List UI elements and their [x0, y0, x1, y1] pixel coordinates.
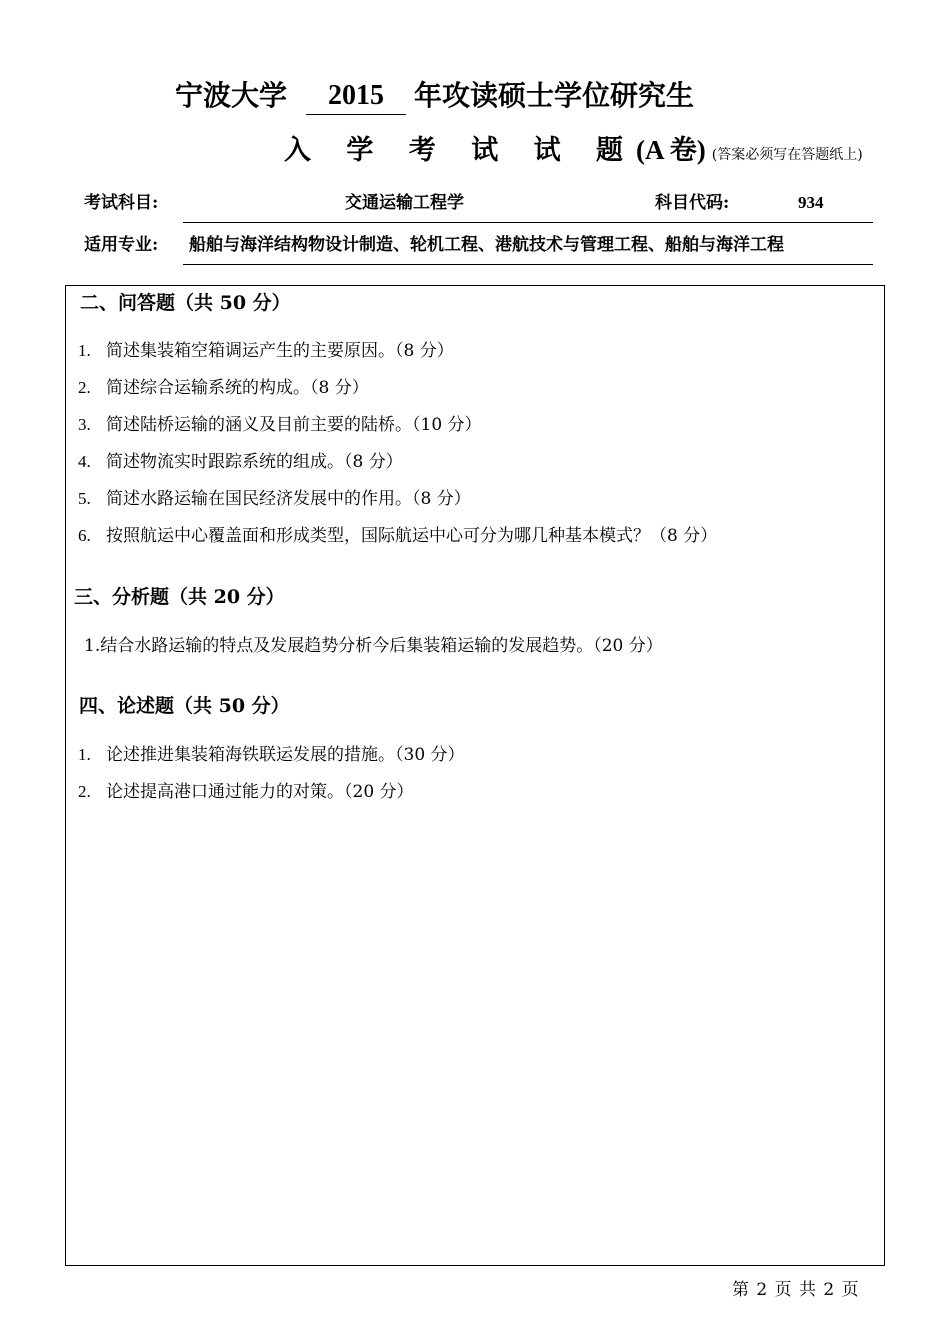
- question-text: 论述提高港口通过能力的对策。（20 分）: [106, 782, 414, 802]
- subject-underline: [183, 222, 873, 223]
- question-text: 简述集装箱空箱调运产生的主要原因。（8 分）: [106, 341, 454, 361]
- question-text: 简述水路运输在国民经济发展中的作用。（8 分）: [106, 489, 471, 509]
- question-number: 1.: [78, 745, 91, 764]
- subject-value: 交通运输工程学: [345, 193, 464, 213]
- title-rest: 年攻读硕士学位研究生: [414, 79, 695, 112]
- section-title-essay: 四、论述题（共 50 分）: [79, 695, 290, 717]
- answer-note: (答案必须写在答题纸上): [711, 147, 863, 163]
- question-number: 2.: [78, 782, 91, 801]
- major-underline: [183, 264, 873, 265]
- question-item: [84, 634, 663, 658]
- paper-type: (A 卷): [636, 135, 706, 165]
- question-item: [78, 487, 471, 511]
- question-number: 6.: [78, 526, 91, 545]
- page-number: 第 2 页 共 2 页: [732, 1280, 860, 1300]
- question-item: [78, 524, 717, 548]
- question-item: [78, 413, 482, 437]
- exam-title-line: [284, 132, 863, 173]
- exam-year: 2015: [306, 78, 406, 115]
- question-item: [78, 450, 403, 474]
- question-item: [78, 376, 369, 400]
- question-text: 1.结合水路运输的特点及发展趋势分析今后集装箱运输的发展趋势。（20 分）: [84, 636, 663, 656]
- question-number: 1.: [78, 341, 91, 360]
- question-number: 4.: [78, 452, 91, 471]
- code-label: 科目代码:: [655, 193, 730, 213]
- section-title-qa: 二、问答题（共 50 分）: [80, 292, 291, 314]
- major-label: 适用专业:: [84, 235, 159, 255]
- question-text: 论述推进集装箱海铁联运发展的措施。（30 分）: [106, 745, 465, 765]
- question-number: 3.: [78, 415, 91, 434]
- question-item: [78, 339, 454, 363]
- university-name: 宁波大学: [175, 79, 288, 112]
- question-item: [78, 780, 414, 804]
- question-text: 简述陆桥运输的涵义及目前主要的陆桥。（10 分）: [106, 415, 482, 435]
- question-number: 5.: [78, 489, 91, 508]
- code-value: 934: [798, 193, 824, 212]
- question-item: [78, 743, 465, 767]
- question-text: 简述物流实时跟踪系统的组成。（8 分）: [106, 452, 403, 472]
- exam-title: 入 学 考 试 试 题: [284, 135, 636, 166]
- question-text: 按照航运中心覆盖面和形成类型，国际航运中心可分为哪几种基本模式？（8 分）: [106, 526, 718, 546]
- section-title-analysis: 三、分析题（共 20 分）: [74, 586, 285, 608]
- major-value: 船舶与海洋结构物设计制造、轮机工程、港航技术与管理工程、船舶与海洋工程: [189, 235, 784, 255]
- question-text: 简述综合运输系统的构成。（8 分）: [106, 378, 369, 398]
- subject-label: 考试科目:: [84, 193, 159, 213]
- question-number: 2.: [78, 378, 91, 397]
